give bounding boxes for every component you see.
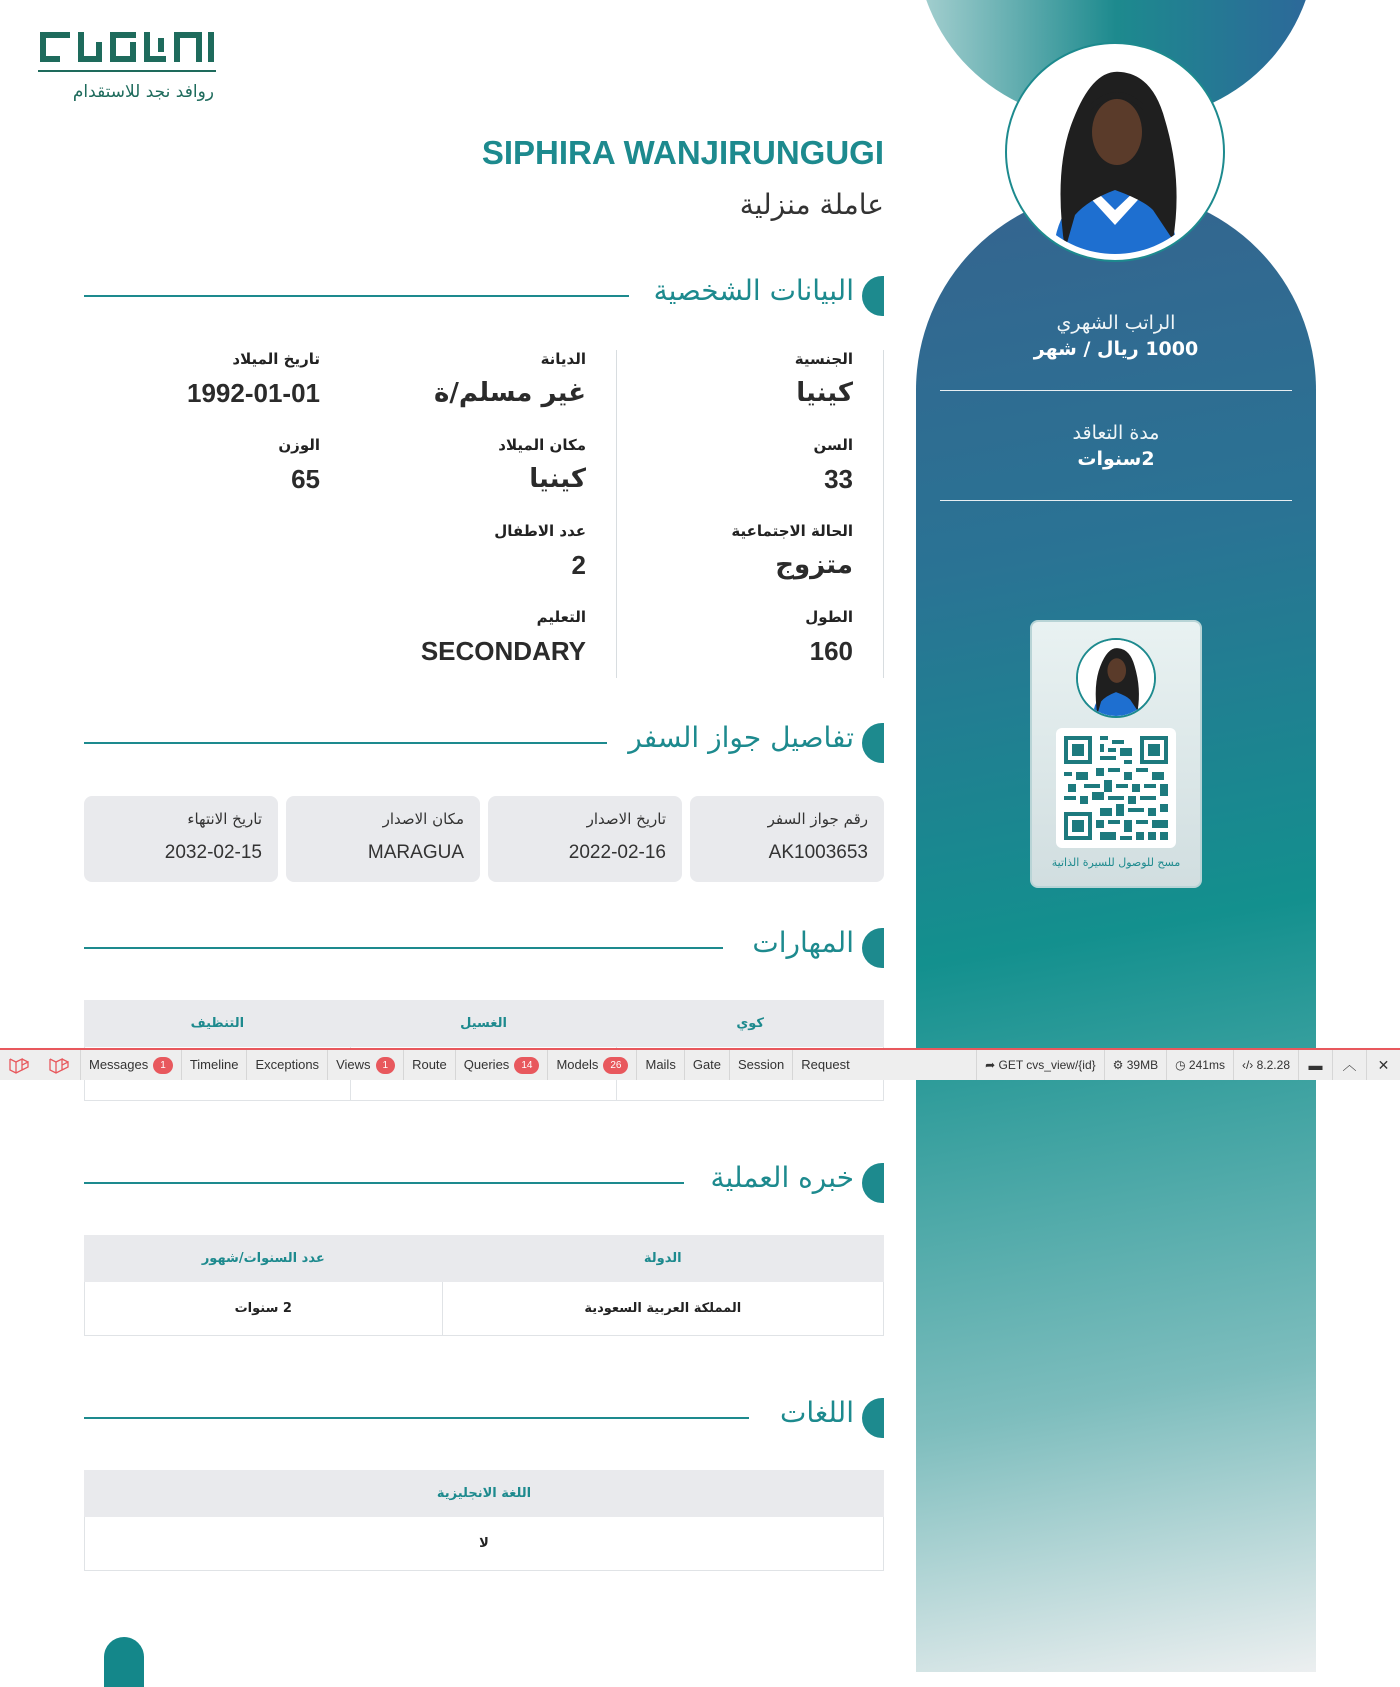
info-religion [434, 350, 586, 408]
passport-label: تاريخ الانتهاء [187, 810, 262, 828]
section-skills [84, 926, 884, 970]
debug-route-info[interactable] [976, 1050, 1104, 1080]
info-label: تاريخ الميلاد [232, 350, 320, 368]
info-column-1 [618, 350, 884, 678]
info-value: 65 [291, 464, 320, 494]
experience-table [84, 1235, 884, 1336]
share-arrow-icon: ➦ [985, 1058, 999, 1072]
info-value: 2 [571, 550, 586, 580]
section-marker [104, 1637, 144, 1687]
section-line [84, 295, 629, 297]
clock-icon: ◷ [1175, 1058, 1189, 1072]
debug-memory [1104, 1050, 1166, 1080]
sidebar-divider [940, 500, 1292, 501]
contract-label: مدة التعاقد [1072, 422, 1160, 444]
debug-tab-queries[interactable] [455, 1050, 548, 1080]
debug-tab-route[interactable] [403, 1050, 455, 1080]
tab-label: Models [556, 1057, 599, 1072]
tab-label: Session [738, 1057, 785, 1072]
section-line [84, 742, 607, 744]
info-value: 1992-01-01 [187, 378, 320, 408]
section-personal [84, 274, 884, 318]
tab-label: Request [801, 1057, 850, 1072]
laravel-logo-icon[interactable] [48, 1057, 70, 1075]
route-text: GET cvs_view/{id} [998, 1058, 1096, 1072]
section-marker [862, 928, 884, 968]
count-badge: 1 [376, 1057, 396, 1074]
table-header: عدد السنوات/شهور [85, 1236, 443, 1282]
section-title: المهارات [752, 926, 854, 959]
info-weight [278, 436, 320, 495]
passport-expiry-card [84, 796, 278, 882]
passport-value: MARAGUA [367, 842, 464, 863]
debug-tab-views[interactable] [327, 1050, 403, 1080]
company-logo-mark [38, 28, 218, 82]
table-cell: 2 سنوات [85, 1282, 443, 1336]
section-passport [84, 721, 884, 765]
section-title: خبره العملية [710, 1161, 854, 1194]
person-photo-icon [1013, 50, 1217, 254]
table-cell: المملكة العربية السعودية [442, 1282, 883, 1336]
info-education [421, 608, 586, 667]
info-value: متزوج [775, 550, 853, 580]
person-photo-icon [1078, 640, 1154, 716]
qr-avatar [1076, 638, 1156, 718]
count-badge: 26 [603, 1057, 628, 1074]
debug-tab-gate[interactable] [684, 1050, 729, 1080]
table-header: الدولة [442, 1236, 883, 1282]
debug-tab-session[interactable] [729, 1050, 792, 1080]
contract-value: 2سنوات [1077, 448, 1155, 470]
passport-label: تاريخ الاصدار [586, 810, 666, 828]
contract-block [940, 422, 1292, 470]
table-header: كوي [617, 1001, 884, 1047]
info-column-3 [84, 350, 350, 678]
info-value: كينيا [796, 378, 853, 408]
passport-issue-date-card [488, 796, 682, 882]
section-line [84, 1417, 749, 1419]
sidebar [916, 190, 1316, 1672]
salary-value: 1000 ريال / شهر [1033, 338, 1199, 360]
debug-tab-timeline[interactable] [181, 1050, 247, 1080]
info-birthplace [498, 436, 586, 494]
info-value: كينيا [529, 464, 586, 494]
debug-php-version [1233, 1050, 1298, 1080]
qr-caption: مسح للوصول للسيرة الذاتية [1051, 856, 1181, 869]
section-line [84, 1182, 684, 1184]
count-badge: 14 [514, 1057, 539, 1074]
section-marker [862, 276, 884, 316]
table-header: التنظيف [85, 1001, 351, 1047]
cogs-icon: ⚙ [1112, 1058, 1127, 1072]
chevron-up-icon[interactable]: ︿ [1332, 1050, 1366, 1080]
memory-text: 39MB [1126, 1058, 1159, 1072]
section-marker [862, 1163, 884, 1203]
passport-number-card [690, 796, 884, 882]
info-label: الطول [805, 608, 853, 626]
section-title: البيانات الشخصية [653, 274, 854, 307]
section-experience [84, 1161, 884, 1205]
section-marker [862, 1398, 884, 1438]
table-row [85, 1517, 884, 1571]
laravel-logo-icon[interactable] [8, 1057, 30, 1075]
company-tagline: روافد نجد للاستقدام [72, 82, 214, 102]
info-label: الحالة الاجتماعية [731, 522, 853, 540]
table-cell: لا [85, 1517, 884, 1571]
tab-label: Mails [645, 1057, 676, 1072]
tab-label: Exceptions [255, 1057, 320, 1072]
section-line [84, 947, 723, 949]
section-marker [862, 723, 884, 763]
info-value: غير مسلم/ة [433, 378, 586, 408]
company-logo[interactable] [38, 28, 218, 106]
debug-status [976, 1050, 1400, 1080]
info-label: الوزن [278, 436, 320, 454]
passport-value: 2022-02-16 [568, 842, 666, 863]
time-text: 241ms [1188, 1058, 1225, 1072]
section-title: اللغات [780, 1396, 854, 1429]
info-value: SECONDARY [420, 636, 586, 666]
code-icon: ‹/› [1241, 1058, 1257, 1072]
folder-open-icon[interactable]: ▬ [1298, 1050, 1332, 1080]
tab-label: Messages [89, 1057, 149, 1072]
table-header: الغسيل [350, 1001, 617, 1047]
info-marital [731, 522, 853, 580]
info-value: 33 [824, 464, 853, 494]
tab-label: Timeline [189, 1057, 239, 1072]
debug-tab-mails[interactable] [636, 1050, 683, 1080]
passport-label: مكان الاصدار [382, 810, 464, 828]
table-row [85, 1282, 884, 1336]
info-label: التعليم [536, 608, 586, 626]
debug-tab-models[interactable] [547, 1050, 636, 1080]
passport-issue-place-card [286, 796, 480, 882]
info-children [494, 522, 586, 581]
salary-label: الراتب الشهري [1056, 312, 1176, 334]
count-badge: 1 [153, 1057, 173, 1074]
tab-label: Views [336, 1057, 371, 1072]
info-column-2 [351, 350, 617, 678]
qr-code[interactable] [1056, 728, 1176, 848]
info-nationality [795, 350, 853, 408]
debug-tab-request[interactable] [792, 1050, 857, 1080]
info-value: 160 [809, 636, 853, 666]
info-label: عدد الاطفال [494, 522, 586, 540]
debug-bar [0, 1048, 1400, 1080]
info-birthdate [187, 350, 320, 409]
info-label: الجنسية [794, 350, 853, 368]
tab-label: Route [412, 1057, 447, 1072]
languages-table [84, 1470, 884, 1571]
profile-photo [1005, 42, 1225, 262]
candidate-name: SIPHIRA WANJIRUNGUGI [481, 134, 884, 171]
info-label: الديانة [540, 350, 586, 368]
debug-tab-messages[interactable] [80, 1050, 181, 1080]
tab-label: Queries [463, 1057, 510, 1072]
passport-value: 2032-02-15 [164, 842, 262, 863]
candidate-job-title: عاملة منزلية [739, 188, 884, 221]
info-label: مكان الميلاد [498, 436, 586, 454]
table-header: اللغة الانجليزية [85, 1471, 884, 1517]
info-label: السن [813, 436, 853, 454]
qr-card[interactable] [1030, 620, 1202, 888]
debug-time [1166, 1050, 1233, 1080]
qr-code-icon [1064, 736, 1168, 840]
section-title: تفاصيل جواز السفر [628, 721, 854, 754]
version-text: 8.2.28 [1256, 1058, 1290, 1072]
info-age [813, 436, 853, 495]
tab-label: Gate [692, 1057, 722, 1072]
sidebar-divider [940, 390, 1292, 391]
close-icon[interactable]: ✕ [1366, 1050, 1400, 1080]
passport-value: AK1003653 [768, 842, 868, 863]
info-height [805, 608, 853, 667]
passport-label: رقم جواز السفر [767, 810, 868, 828]
debug-tabs [80, 1050, 858, 1080]
section-languages [84, 1396, 884, 1440]
debug-tab-exceptions[interactable] [246, 1050, 327, 1080]
salary-block [940, 312, 1292, 360]
